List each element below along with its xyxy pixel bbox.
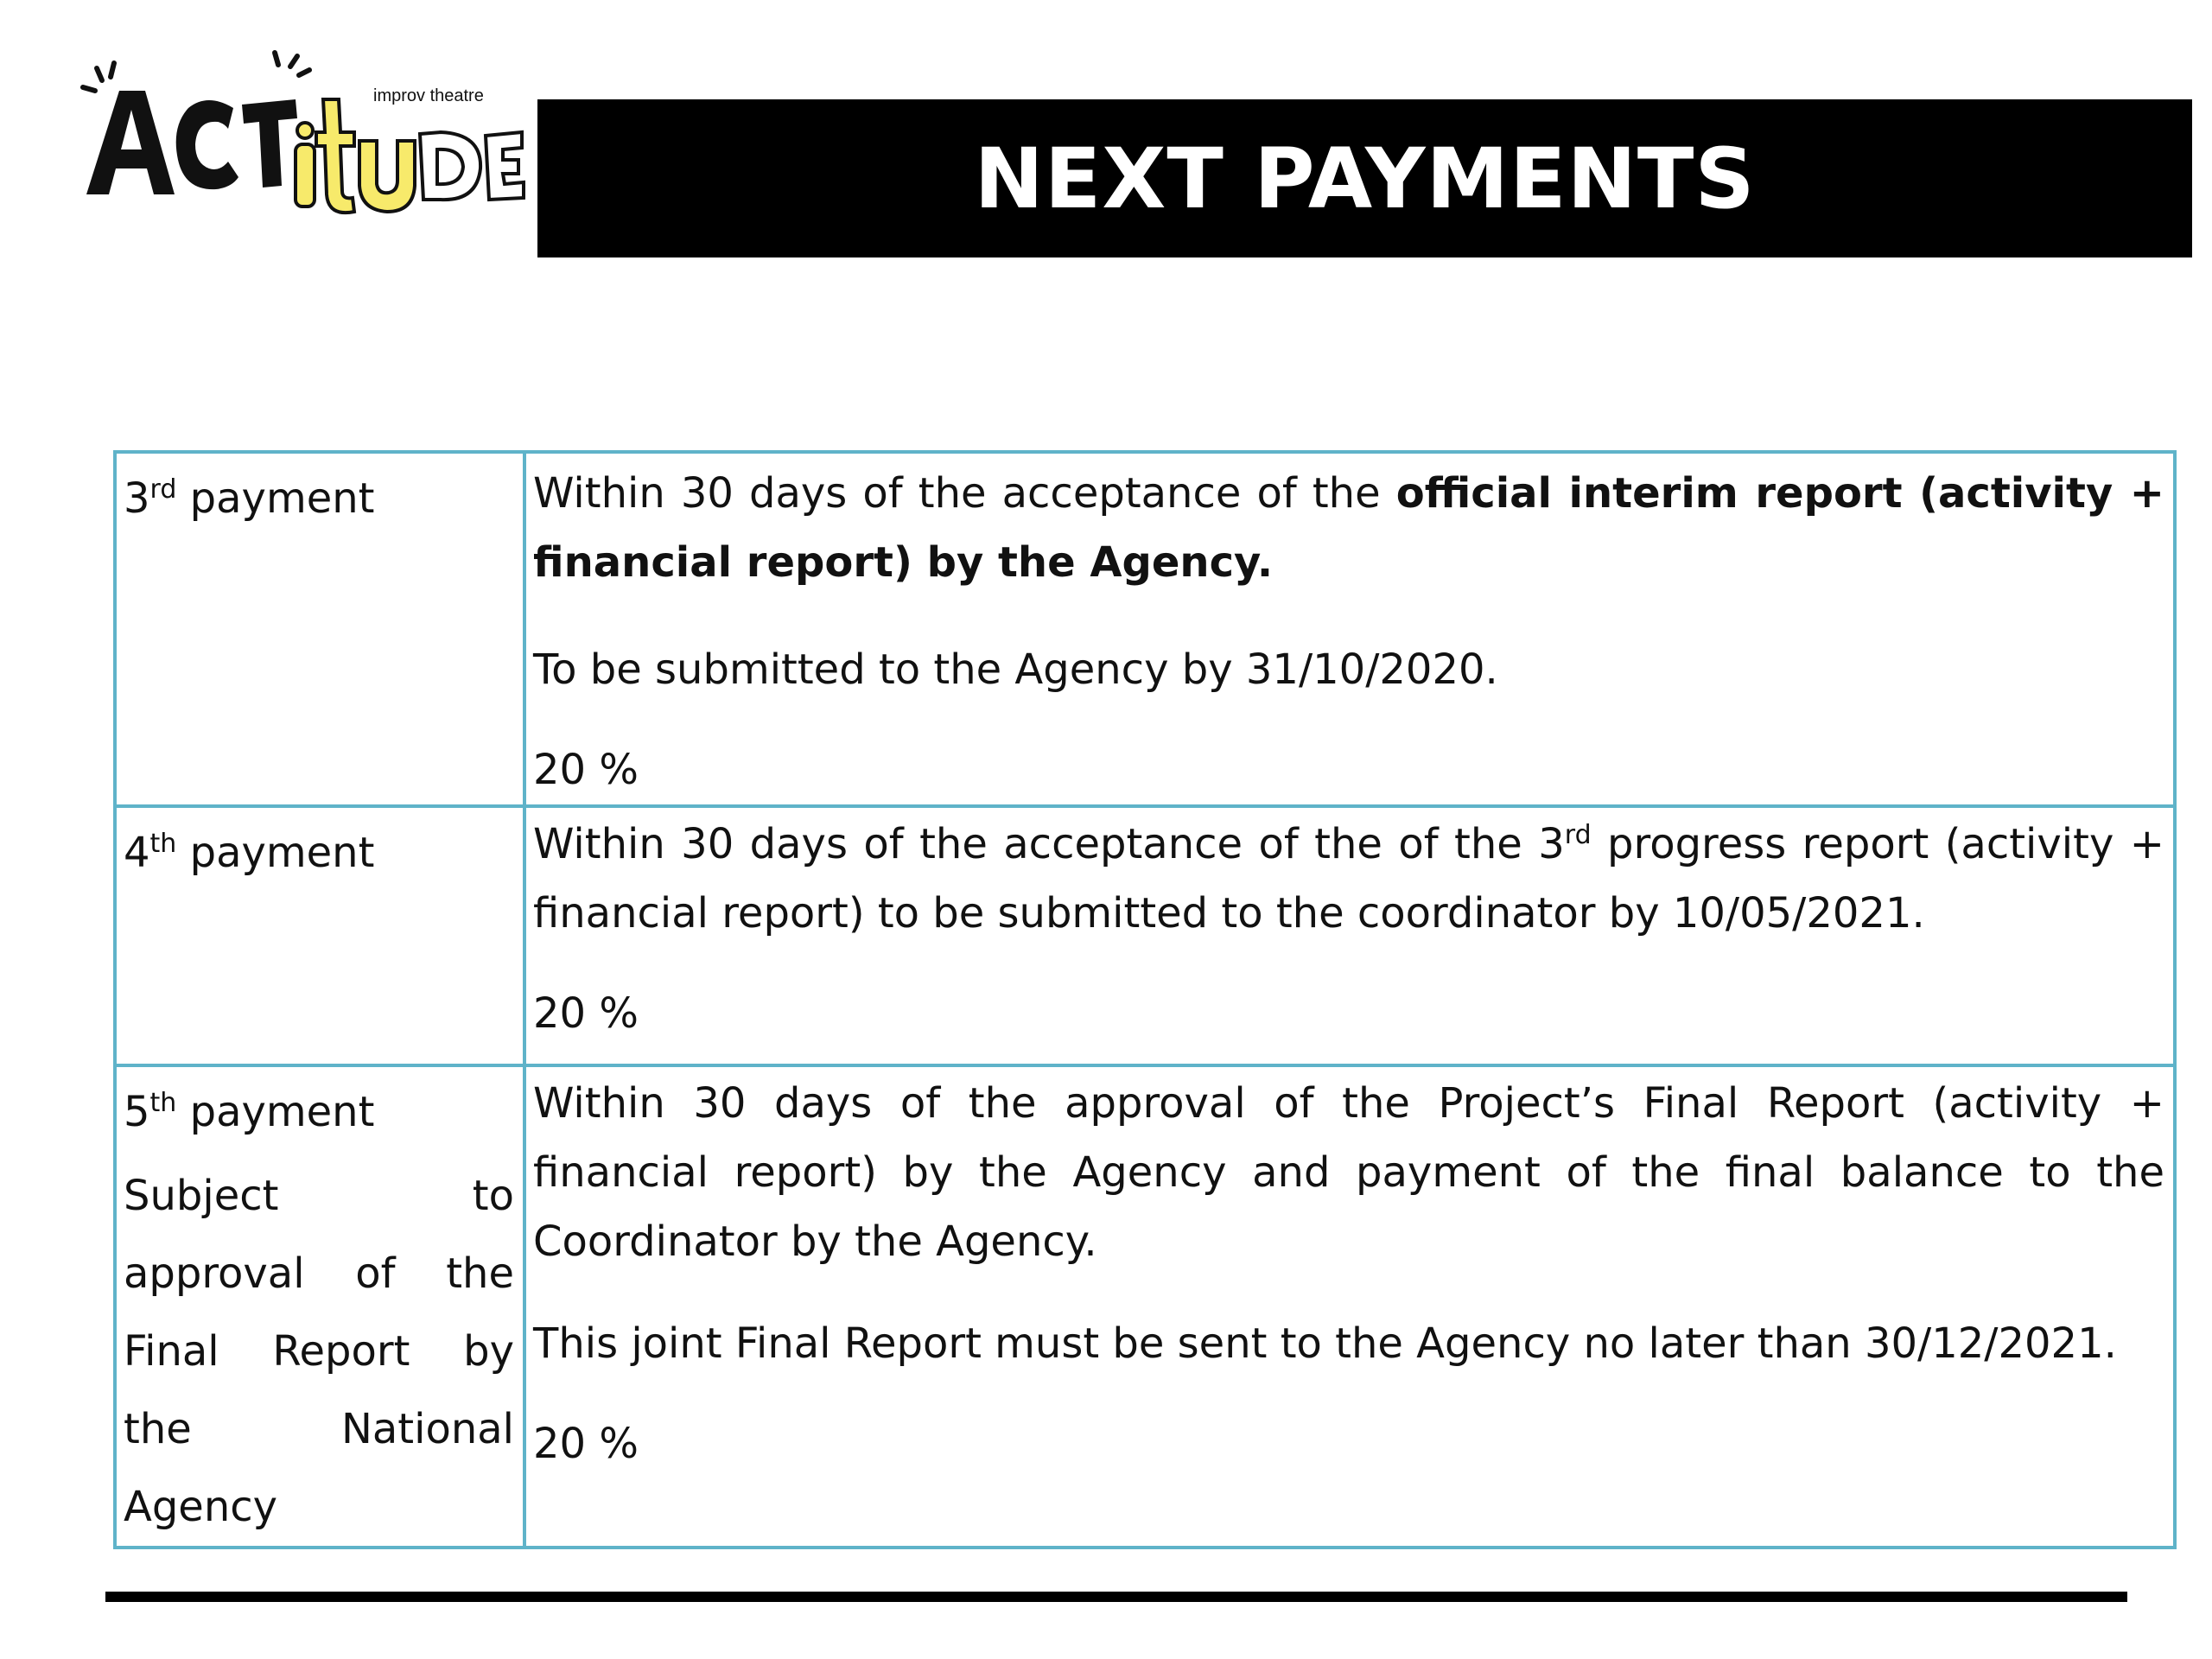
- payment-percentage: 20 %: [533, 989, 639, 1038]
- payment-label-cell: [115, 1065, 524, 1548]
- description-paragraph: Within 30 days of the approval of the Project’s Final Report (activity + financial report) by the Agency and payment of the final balance to the Coordinator by the Agency.: [533, 1079, 2164, 1266]
- payment-word: payment: [189, 1088, 375, 1136]
- table-row: [115, 1065, 2175, 1548]
- ordinal-number: 3: [124, 474, 150, 523]
- payment-label: [124, 1067, 514, 1147]
- payments-table: [113, 450, 2177, 1549]
- page-title: NEXT PAYMENTS: [974, 130, 1756, 227]
- payment-label: [124, 808, 514, 887]
- payment-description-cell: [524, 452, 2175, 806]
- approval-note: Subject to approval of the Final Report by the National Agency: [124, 1172, 514, 1531]
- payment-word: payment: [189, 829, 375, 877]
- description-text: progress report (activity + financial report) to be submitted to the coordinator by 10/05/2021.: [533, 820, 2164, 938]
- ordinal-number: 4: [124, 829, 150, 877]
- ordinal-suffix: th: [149, 829, 177, 859]
- table-row: [115, 452, 2175, 806]
- payment-description-cell: [524, 1065, 2175, 1548]
- footer-rule: [105, 1592, 2127, 1602]
- payment-percentage: 20 %: [533, 1420, 639, 1468]
- description-text: Within 30 days of the acceptance of the of the 3: [533, 820, 1565, 868]
- description-text: Within 30 days of the acceptance of the: [533, 469, 1396, 518]
- payment-label-cell: [115, 806, 524, 1065]
- ordinal-suffix: rd: [1564, 820, 1592, 850]
- payment-description-cell: [524, 806, 2175, 1065]
- deadline-text: This joint Final Report must be sent to the Agency no later than 30/12/2021.: [533, 1319, 2117, 1368]
- actitude-logo: [78, 48, 527, 229]
- description-paragraph: [533, 454, 2164, 597]
- payment-word: payment: [189, 474, 375, 523]
- logo-tagline: improv theatre: [373, 86, 484, 105]
- payment-label-cell: [115, 452, 524, 806]
- actitude-logo-graphic: [78, 48, 527, 229]
- table-row: [115, 806, 2175, 1065]
- payment-percentage: 20 %: [533, 746, 639, 794]
- ordinal-suffix: th: [149, 1088, 177, 1118]
- description-paragraph: [533, 808, 2164, 948]
- ordinal-number: 5: [124, 1088, 150, 1136]
- deadline-text: To be submitted to the Agency by 31/10/2020.: [533, 645, 1498, 694]
- payment-label: [124, 454, 514, 533]
- title-bar: [537, 99, 2192, 257]
- ordinal-suffix: rd: [149, 474, 177, 505]
- description-bold-text: official interim report (activity + financial report) by the Agency.: [533, 469, 2165, 587]
